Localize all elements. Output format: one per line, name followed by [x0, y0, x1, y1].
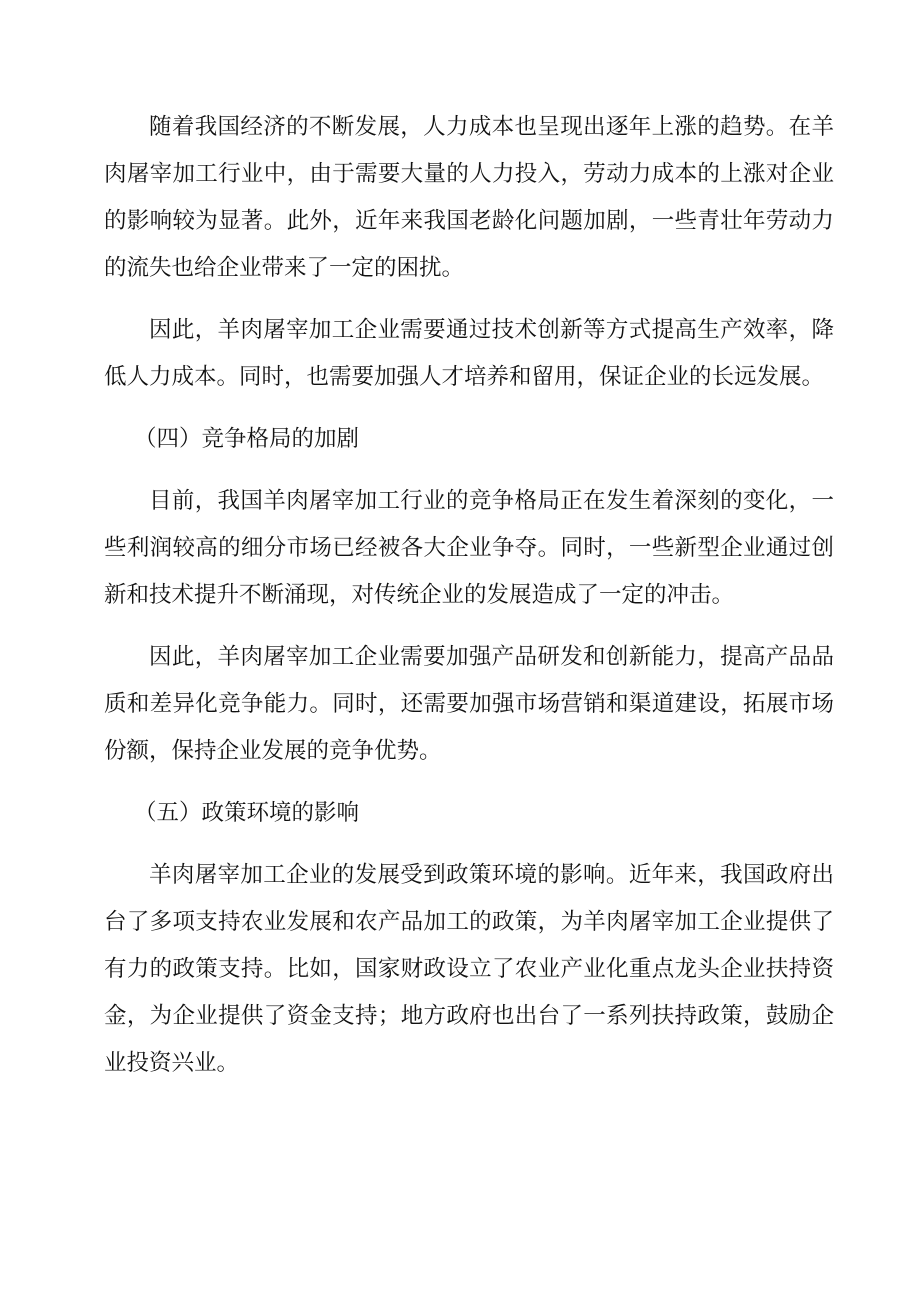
- paragraph-policy: 羊肉屠宰加工企业的发展受到政策环境的影响。近年来，我国政府出台了多项支持农业发展和农产品加工的政策，为羊肉屠宰加工企业提供了有力的政策支持。比如，国家财政设立了农业产业化重点龙头企业扶持资金，为企业提供了资金支持；地方政府也出台了一系列扶持政策，鼓励企业投资兴业。: [104, 862, 834, 1076]
- section-heading-competition: （四）竞争格局的加剧: [134, 426, 360, 452]
- section-heading-policy: （五）政策环境的影响: [134, 800, 360, 826]
- paragraph-competition: 目前，我国羊肉屠宰加工行业的竞争格局正在发生着深刻的变化，一些利润较高的细分市场已经被各大企业争夺。同时，一些新型企业通过创新和技术提升不断涌现，对传统企业的发展造成了一定的冲击。: [104, 488, 834, 608]
- paragraph-labor-cost-response: 因此，羊肉屠宰加工企业需要通过技术创新等方式提高生产效率，降低人力成本。同时，也需要加强人才培养和留用，保证企业的长远发展。: [104, 317, 834, 390]
- paragraph-competition-response: 因此，羊肉屠宰加工企业需要加强产品研发和创新能力，提高产品品质和差异化竞争能力。同时，还需要加强市场营销和渠道建设，拓展市场份额，保持企业发展的竞争优势。: [104, 644, 834, 764]
- document-body: [104, 104, 834, 1102]
- paragraph-labor-cost: 随着我国经济的不断发展，人力成本也呈现出逐年上涨的趋势。在羊肉屠宰加工行业中，由于需要大量的人力投入，劳动力成本的上涨对企业的影响较为显著。此外，近年来我国老龄化问题加剧，一些青壮年劳动力的流失也给企业带来了一定的困扰。: [104, 114, 834, 281]
